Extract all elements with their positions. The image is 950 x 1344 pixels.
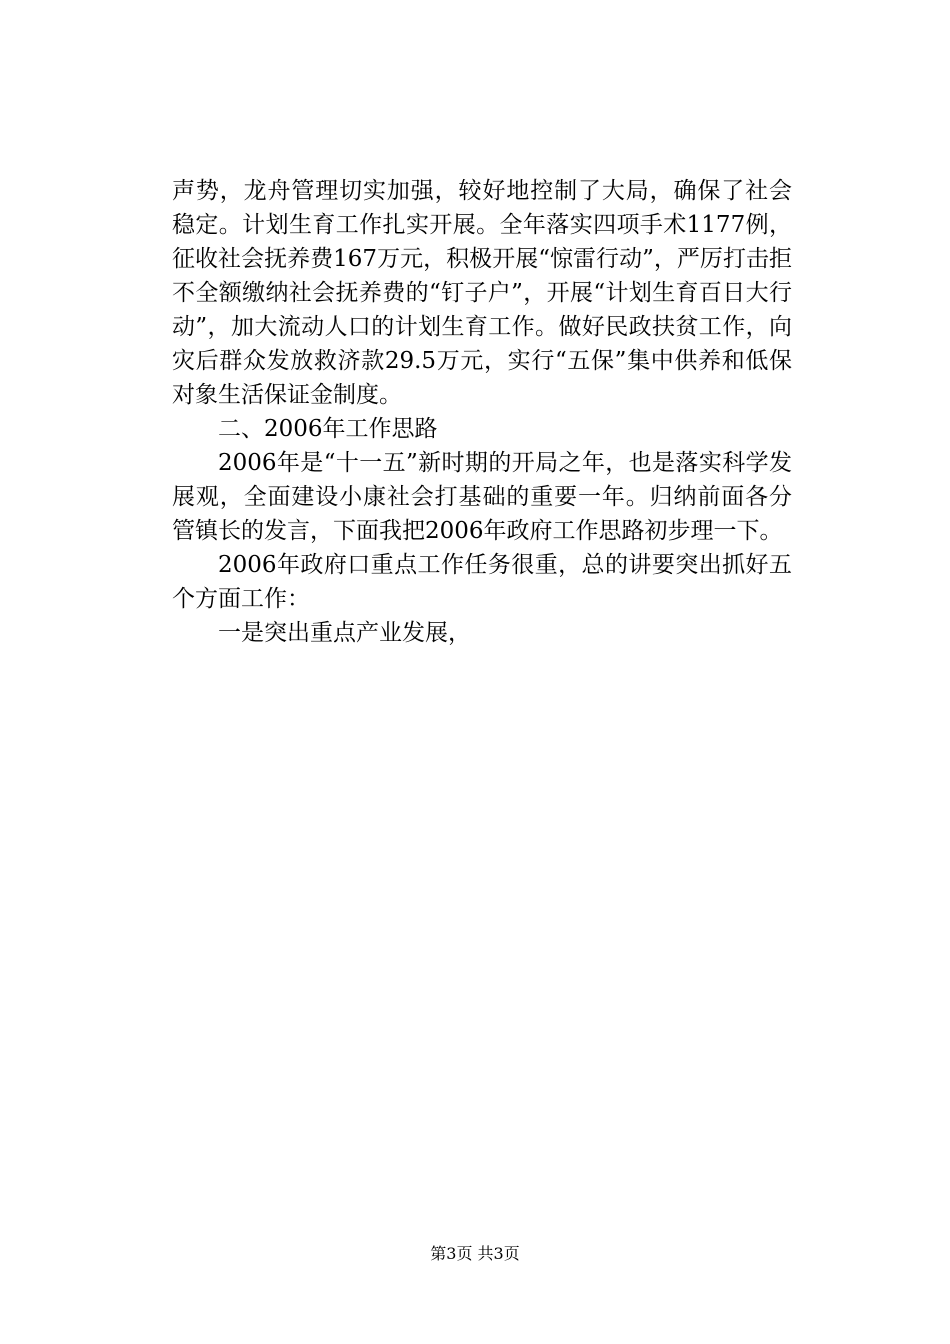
page-footer: 第3页 共3页 (430, 1244, 520, 1263)
paragraph: 2006年是“十一五”新时期的开局之年，也是落实科学发展观，全面建设小康社会打基础的重要一年。归纳前面各分管镇长的发言，下面我把2006年政府工作思路初步理一下。 (172, 450, 792, 544)
section-heading: 二、2006年工作思路 (218, 416, 438, 442)
paragraph: 一是突出重点产业发展， (218, 620, 471, 646)
paragraph: 2006年政府口重点工作任务很重，总的讲要突出抓好五个方面工作： (172, 552, 792, 612)
document-body (172, 174, 792, 650)
paragraph-continuation: 声势，龙舟管理切实加强，较好地控制了大局，确保了社会稳定。计划生育工作扎实开展。全年落实四项手术1177例，征收社会抚养费167万元，积极开展“惊雷行动”，严厉打击拒不全额缴纳社会抚养费的“钉子户”，开展“计划生育百日大行动”，加大流动人口的计划生育工作。做好民政扶贫工作，向灾后群众发放救济款29.5万元，实行“五保”集中供养和低保对象生活保证金制度。 (172, 178, 792, 408)
